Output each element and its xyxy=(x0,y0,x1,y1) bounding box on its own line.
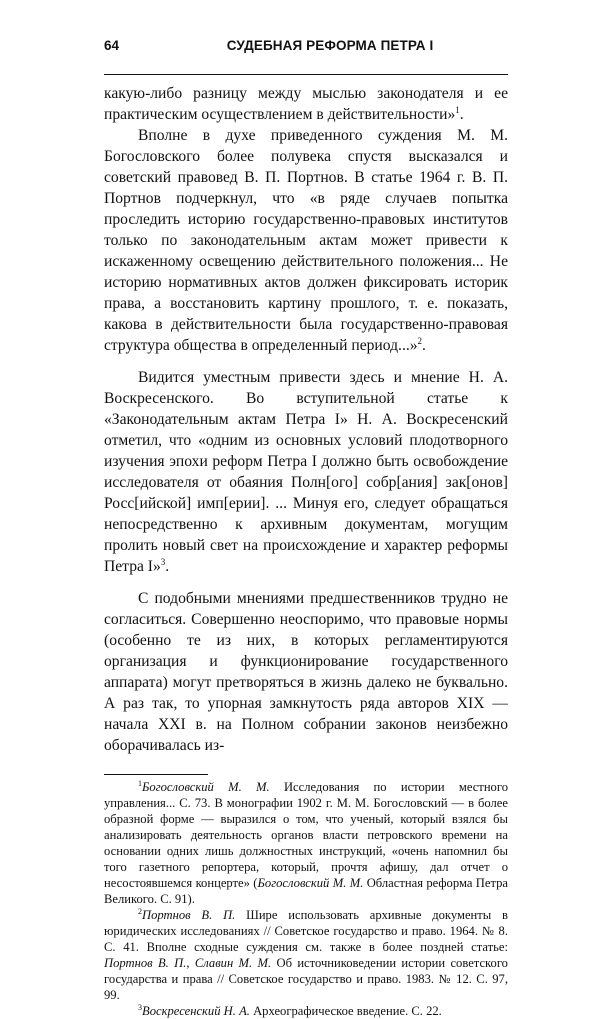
footnote-text: Об источниковедении истории советского государства и права // Советское государство и право. 1983. № 12. С. 97, 99. xyxy=(104,956,508,1002)
body-text xyxy=(104,83,508,756)
paragraph-end: . xyxy=(165,558,170,575)
footnote-3 xyxy=(104,1003,508,1019)
footnote-author: Портнов В. П., Славин М. М. xyxy=(104,956,272,970)
paragraph-text: какую-либо разницу между мыслью законодателя и ее практическим осуществлением в действительности» xyxy=(104,85,508,123)
footnote-author: Воскресенский Н. А. xyxy=(142,1004,250,1018)
page-number: 64 xyxy=(104,38,120,53)
paragraph-text: С подобными мнениями предшественников трудно не согласиться. Совершенно неоспоримо, что правовые нормы (особенно те из них, в которых регламентируются организация и функционирование государственного аппарата) могут претворяться в жизнь далеко не буквально. А раз так, то упорная замкнутость ряда авторов XIX — начала XXI в. на Полном собрании законов неизбежно оборачивалась из- xyxy=(104,590,508,754)
header-rule xyxy=(104,74,508,75)
footnotes xyxy=(104,779,508,1019)
paragraph-end: . xyxy=(459,106,464,123)
footnote-author: Богословский М. М. xyxy=(257,876,364,890)
footnote-ref: 1 xyxy=(455,104,460,115)
footnote-rule xyxy=(104,774,208,775)
footnote-author: Богословский М. М. xyxy=(142,780,270,794)
footnote-text: Областная реформа Петра Великого. С. 91). xyxy=(104,876,509,906)
footnote-ref: 2 xyxy=(417,335,423,346)
footnote-author: Портнов В. П. xyxy=(142,908,236,922)
paragraph-end: . xyxy=(422,337,426,354)
footnote-ref: 3 xyxy=(160,556,166,567)
paragraph-continuation xyxy=(104,83,508,125)
footnote-number: 1 xyxy=(138,778,142,788)
footnote-number: 3 xyxy=(138,1002,142,1012)
footnote-1 xyxy=(104,779,508,907)
running-header xyxy=(104,38,508,60)
running-title: СУДЕБНАЯ РЕФОРМА ПЕТРА I xyxy=(226,38,434,53)
footnote-text: Исследования по истории местного управления... С. 73. В монографии 1902 г. М. М. Богословский — в более образной форме — выразился о том, что ученый, который взялся бы анализировать деятельность органов власти петровского времени на основании одних лишь должностных инструкций, «очень напомнил бы того газетного репортера, который, прочтя афишу, дал отчет о несостоявшемся концерте» ( xyxy=(104,780,509,890)
book-page xyxy=(104,38,508,1019)
paragraph-conclusion xyxy=(104,588,508,756)
footnote-2 xyxy=(104,907,508,1003)
paragraph-text: Вполне в духе приведенного суждения М. М. Богословского более полувека спустя высказался и советский правовед В. П. Портнов. В статье 1964 г. В. П. Портнов подчеркнул, что «в ряде случаев попытка проследить историю государственно-правовых институтов только по законодательным актам может привести к искаженному освещению действительного положения... Не историю нормативных актов должен фиксировать историк права, а восстановить картину прошлого, т. е. показать, какова в действительности была государственно-правовая структура общества в определенный период...» xyxy=(104,127,508,354)
paragraph-voskresensky xyxy=(104,367,508,577)
paragraph-text: Видится уместным привести здесь и мнение Н. А. Воскресенского. Во вступительной статье к «Законодательным актам Петра I» Н. А. Воскресенский отметил, что «одним из основных условий плодотворного изучения эпохи реформ Петра I должно быть освобождение исследователя от обаяния Полн[ого] собр[ания] зак[онов] Росс[ийской] имп[ерии]. ... Минуя его, следует обращаться непосредственно к архивным документам, могущим пролить новый свет на происхождение и характер реформы Петра I» xyxy=(104,369,508,575)
paragraph-bogoslovsky-portnov xyxy=(104,125,508,356)
footnote-text: Археографическое введение. С. 22. xyxy=(249,1004,442,1018)
footnote-text: Шире использовать архивные документы в юридических исследованиях // Советское государство и право. 1964. № 8. С. 41. Вполне сходные суждения см. также в более поздней статье: xyxy=(104,908,508,954)
footnote-number: 2 xyxy=(138,906,142,916)
